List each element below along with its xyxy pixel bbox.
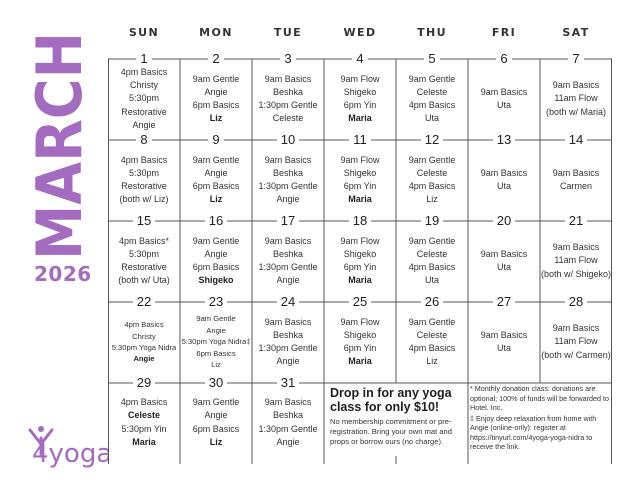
schedule-line: Angie [276, 275, 300, 286]
schedule-line: 4pm Basics [120, 67, 168, 77]
yoga-figure-icon [28, 424, 108, 468]
class-schedule [252, 312, 324, 372]
footnote-yoga-nidra: ‡ Enjoy deep relaxation from home with Angie (online-only): register at https://tinyurl.com/4yoga-yoga-nidra to receive the link. [470, 413, 597, 451]
day-number-text: 30 [205, 375, 227, 390]
day-number-text: 24 [277, 294, 299, 309]
schedule-line: 1:30pm Gentle [258, 262, 318, 272]
schedule-line: Shigeko [198, 275, 234, 286]
class-schedule [396, 231, 468, 291]
class-schedule [180, 150, 252, 210]
schedule-line: Christy [132, 331, 156, 341]
schedule-line: Liz [209, 436, 223, 447]
day-number [468, 295, 540, 309]
class-schedule [252, 393, 324, 452]
schedule-line: 9am Basics [264, 154, 312, 165]
logo-text: 4yoga [32, 439, 108, 468]
schedule-line: Angie [206, 325, 226, 335]
schedule-line: Shigeko [343, 248, 377, 259]
schedule-line: (both w/ Maria) [545, 106, 607, 117]
schedule-line: 9am Gentle [192, 235, 240, 246]
weekday-fri: FRI [491, 26, 517, 39]
class-schedule [540, 69, 612, 129]
schedule-line: Carmen [559, 181, 592, 191]
day-cell [324, 133, 396, 214]
day-cell [108, 52, 180, 133]
schedule-line: Uta [496, 181, 511, 191]
drop-in-promo [330, 386, 466, 447]
class-schedule [468, 150, 540, 210]
class-schedule [180, 312, 252, 372]
day-number-text: 9 [208, 132, 223, 147]
schedule-line: 9am Flow [340, 73, 380, 84]
schedule-line: 9am Basics [552, 242, 600, 253]
schedule-line: 4pm Basics [408, 262, 456, 272]
promo-headline: Drop in for any yoga class for only $10! [330, 386, 452, 414]
schedule-line: Celeste [127, 410, 161, 421]
class-schedule [540, 231, 612, 291]
weekday-thu: THU [417, 26, 447, 39]
day-cell [108, 214, 180, 295]
day-number [180, 376, 252, 390]
day-cell [252, 295, 324, 376]
class-schedule [468, 69, 540, 129]
day-cell [396, 133, 468, 214]
schedule-line: Celeste [416, 86, 448, 97]
day-number-text: 20 [493, 213, 515, 228]
schedule-line: Christy [129, 80, 158, 91]
day-cell [108, 376, 180, 456]
schedule-line: 9am Basics [264, 73, 312, 84]
schedule-line: 6pm Yin [343, 100, 377, 110]
schedule-line: 1:30pm Gentle [258, 343, 318, 353]
class-schedule [108, 150, 180, 210]
day-number-text: 1 [136, 51, 151, 66]
schedule-line: 9am Flow [340, 235, 380, 246]
day-number [540, 52, 612, 66]
schedule-line: 9am Gentle [408, 235, 456, 246]
schedule-line: Beshka [272, 329, 304, 340]
year-label: 2026 [34, 262, 92, 286]
day-number [468, 52, 540, 66]
day-number [252, 295, 324, 309]
month-title [18, 30, 94, 260]
weekday-mon: MON [199, 26, 233, 39]
class-schedule [108, 393, 180, 452]
day-cell [108, 295, 180, 376]
schedule-line: 9am Basics [480, 329, 528, 340]
schedule-line: 4pm Basics [408, 181, 456, 191]
schedule-line: Shigeko [343, 167, 377, 178]
schedule-line: 11am Flow [554, 255, 598, 266]
day-number [540, 133, 612, 147]
schedule-line: (both w/ Carmen) [541, 349, 611, 360]
schedule-line: 6pm Basics [192, 423, 240, 434]
class-schedule [108, 69, 180, 129]
schedule-line: 6pm Basics [192, 100, 240, 110]
schedule-line: 4pm Basics [408, 343, 456, 353]
schedule-line: Beshka [272, 410, 304, 421]
schedule-line: 5:30pm [128, 167, 160, 178]
schedule-line: Beshka [272, 167, 304, 178]
schedule-line: Beshka [272, 248, 304, 259]
day-number-text: 27 [493, 294, 515, 309]
schedule-line: 4pm Basics [124, 320, 164, 330]
day-number [396, 52, 468, 66]
schedule-line: Restorative [121, 262, 167, 272]
day-number-text: 14 [565, 132, 587, 147]
schedule-line: Celeste [272, 113, 304, 124]
class-schedule [468, 231, 540, 291]
day-number [108, 133, 180, 147]
schedule-line: 9am Gentle [408, 316, 456, 327]
day-number [252, 52, 324, 66]
schedule-line: 9am Gentle [408, 73, 456, 84]
schedule-line: Uta [496, 100, 511, 110]
class-schedule [540, 312, 612, 372]
day-cell [252, 133, 324, 214]
class-schedule [324, 69, 396, 129]
day-number-text: 4 [352, 51, 367, 66]
promo-body: No membership commitment or pre-registration. Bring your own mat and props or borrow ours (no charge). [330, 417, 452, 446]
weekday-sun: SUN [128, 26, 160, 39]
day-number [468, 133, 540, 147]
day-number-text: 12 [421, 132, 443, 147]
day-number [252, 214, 324, 228]
schedule-line: 6pm Yin [343, 343, 377, 353]
schedule-line: 9am Gentle [192, 397, 240, 408]
day-cell [468, 52, 540, 133]
weekday-tue: TUE [273, 26, 303, 39]
day-number [252, 376, 324, 390]
day-number-text: 17 [277, 213, 299, 228]
day-number [468, 214, 540, 228]
schedule-line: (both w/ Uta) [118, 275, 170, 286]
schedule-line: 9am Basics [264, 316, 312, 327]
schedule-line: Maria [348, 275, 372, 286]
day-cell [108, 133, 180, 214]
day-number-text: 23 [205, 294, 227, 309]
schedule-line: 5:30pm Yin [121, 423, 167, 434]
schedule-line: 9am Gentle [192, 154, 240, 165]
schedule-line: 4pm Basics [120, 397, 168, 408]
schedule-line: Shigeko [343, 86, 377, 97]
footnotes [470, 384, 610, 453]
schedule-line: 4pm Basics* [118, 235, 170, 246]
schedule-line: 6pm Basics [192, 181, 240, 191]
day-number-text: 8 [136, 132, 151, 147]
schedule-line: 9am Flow [340, 154, 380, 165]
day-cell [324, 52, 396, 133]
day-number-text: 29 [133, 375, 155, 390]
schedule-line: 9am Basics [264, 397, 312, 408]
day-number [108, 52, 180, 66]
schedule-line: (both w/ Shigeko) [540, 268, 612, 279]
brand-logo [28, 424, 108, 468]
day-number-text: 18 [349, 213, 371, 228]
class-schedule [540, 150, 612, 210]
day-cell [540, 52, 612, 133]
day-cell [180, 214, 252, 295]
class-schedule [324, 231, 396, 291]
schedule-line: Restorative [121, 181, 167, 191]
schedule-line: 11am Flow [554, 336, 598, 347]
day-number [180, 295, 252, 309]
day-number-text: 7 [568, 51, 583, 66]
schedule-line: 9am Basics [480, 167, 528, 178]
day-cell [468, 295, 540, 376]
class-schedule [180, 69, 252, 129]
day-cell [180, 376, 252, 456]
day-number-text: 2 [208, 51, 223, 66]
class-schedule [180, 393, 252, 452]
schedule-line: Liz [209, 194, 223, 205]
day-number [324, 214, 396, 228]
day-number [324, 133, 396, 147]
day-number-text: 13 [493, 132, 515, 147]
class-schedule [396, 150, 468, 210]
weekday-header [108, 22, 612, 44]
schedule-line: Celeste [416, 167, 448, 178]
day-cell [396, 214, 468, 295]
schedule-line: 4pm Basics [120, 154, 168, 165]
day-number-text: 10 [277, 132, 299, 147]
schedule-line: 9am Basics [264, 235, 312, 246]
day-number [108, 214, 180, 228]
class-schedule [252, 231, 324, 291]
day-number [324, 52, 396, 66]
schedule-line: Uta [496, 343, 511, 353]
schedule-line: 5:30pm Yoga Nidra [111, 343, 177, 352]
day-number-text: 6 [496, 51, 511, 66]
day-cell [324, 214, 396, 295]
day-cell [540, 295, 612, 376]
schedule-line: Liz [426, 194, 438, 205]
day-cell [180, 52, 252, 133]
day-number [540, 214, 612, 228]
day-number-text: 3 [280, 51, 295, 66]
class-schedule [252, 150, 324, 210]
schedule-line: Uta [424, 113, 439, 124]
schedule-line: 6pm Basics [196, 348, 236, 358]
footnote-donation: * Monthly donation class: donations are optional; 100% of funds will be forwarded to Hotel. Inc. [470, 384, 610, 412]
day-cell [252, 376, 324, 456]
schedule-line: 1:30pm Gentle [258, 181, 318, 191]
weekday-sat: SAT [562, 26, 590, 39]
schedule-line: 6pm Basics [192, 262, 240, 272]
schedule-line: 6pm Yin [343, 181, 377, 191]
schedule-line: Angie [133, 354, 155, 364]
day-cell [180, 295, 252, 376]
day-number-text: 21 [565, 213, 587, 228]
day-number-text: 11 [349, 132, 371, 147]
day-number [180, 214, 252, 228]
schedule-line: Maria [348, 194, 372, 205]
schedule-line: 9am Gentle [192, 73, 240, 84]
schedule-line: Angie [204, 248, 228, 259]
class-schedule [108, 312, 180, 372]
day-number [396, 133, 468, 147]
schedule-line: 9am Basics [552, 80, 600, 91]
schedule-line: 9am Basics [552, 167, 600, 178]
class-schedule [252, 69, 324, 129]
day-number [108, 295, 180, 309]
day-cell [396, 52, 468, 133]
schedule-line: Maria [348, 356, 372, 367]
schedule-line: 5:30pm Yoga Nidra‡ [181, 337, 251, 347]
class-schedule [108, 231, 180, 291]
month-title-graphic [18, 30, 94, 260]
day-number [324, 295, 396, 309]
day-number [396, 295, 468, 309]
schedule-line: Shigeko [343, 329, 377, 340]
schedule-line: Uta [424, 275, 439, 286]
day-cell [468, 133, 540, 214]
class-schedule [180, 231, 252, 291]
schedule-line: Angie [132, 119, 156, 130]
day-number-text: 26 [421, 294, 443, 309]
day-number-text: 5 [424, 51, 439, 66]
day-cell [252, 52, 324, 133]
schedule-line: Liz [209, 113, 223, 124]
day-number-text: 19 [421, 213, 443, 228]
day-number [540, 295, 612, 309]
schedule-line: 9am Basics [480, 248, 528, 259]
class-schedule [396, 69, 468, 129]
class-schedule [324, 150, 396, 210]
schedule-line: Liz [211, 360, 221, 370]
day-number [180, 133, 252, 147]
schedule-line: 5:30pm [128, 248, 160, 259]
schedule-line: Angie [276, 436, 300, 447]
schedule-line: Celeste [416, 248, 448, 259]
class-schedule [324, 312, 396, 372]
day-number-text: 25 [349, 294, 371, 309]
day-number [108, 376, 180, 390]
schedule-line: Uta [496, 262, 511, 272]
schedule-line: 6pm Yin [343, 262, 377, 272]
schedule-line: 1:30pm Gentle [258, 100, 318, 110]
day-number-text: 15 [133, 213, 155, 228]
schedule-line: 9am Gentle [408, 154, 456, 165]
schedule-line: Liz [426, 356, 438, 367]
weekday-wed: WED [343, 26, 377, 39]
schedule-line: 5:30pm [128, 93, 160, 104]
day-cell [252, 214, 324, 295]
schedule-line: Angie [204, 410, 228, 421]
day-cell [540, 133, 612, 214]
day-cell [180, 133, 252, 214]
schedule-line: Angie [204, 167, 228, 178]
day-number-text: 16 [205, 213, 227, 228]
class-schedule [468, 312, 540, 372]
schedule-line: Restorative [121, 106, 167, 117]
schedule-line: (both w/ Liz) [119, 194, 169, 205]
day-number-text: 22 [133, 294, 155, 309]
schedule-line: Angie [204, 86, 228, 97]
schedule-line: 1:30pm Gentle [258, 423, 318, 434]
schedule-line: Maria [132, 436, 156, 447]
day-number [252, 133, 324, 147]
schedule-line: 4pm Basics [408, 100, 456, 110]
schedule-line: 9am Gentle [196, 314, 236, 324]
class-schedule [396, 312, 468, 372]
schedule-line: 11am Flow [554, 93, 598, 104]
schedule-line: Angie [276, 356, 300, 367]
day-number [180, 52, 252, 66]
day-cell [324, 295, 396, 376]
day-number-text: 31 [277, 375, 299, 390]
schedule-line: Celeste [416, 329, 448, 340]
schedule-line: Maria [348, 113, 372, 124]
day-cell [396, 295, 468, 376]
schedule-line: 9am Basics [480, 86, 528, 97]
schedule-line: 9am Basics [552, 323, 600, 334]
schedule-line: Angie [276, 194, 300, 205]
schedule-line: 9am Flow [340, 316, 380, 327]
month-name: MARCH [23, 30, 94, 260]
schedule-line: Beshka [272, 86, 304, 97]
day-number [396, 214, 468, 228]
day-cell [540, 214, 612, 295]
day-cell [468, 214, 540, 295]
day-number-text: 28 [565, 294, 587, 309]
